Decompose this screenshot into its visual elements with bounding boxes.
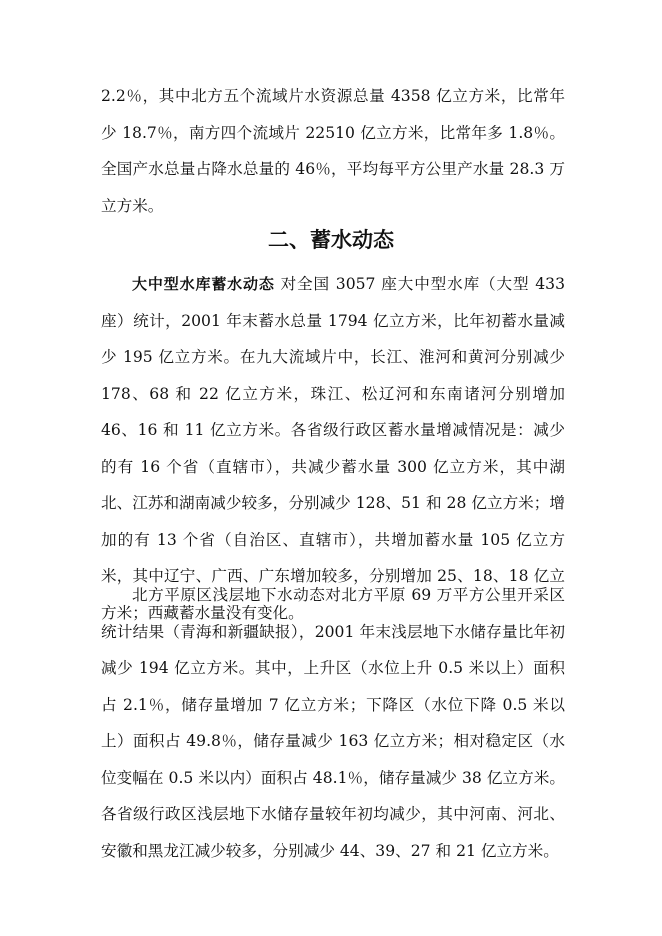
section-heading: 二、蓄水动态 [268, 228, 394, 252]
intro-paragraph: 2.2％，其中北方五个流域片水资源总量 4358 亿立方米，比常年少 18.7％，南方四个流域片 22510 亿立方米，比常年多 1.8％。全国产水总量占降水总量的 46％，平均每平方公里产水量 28.3 万立方米。 [101, 87, 565, 215]
reservoir-lead-term: 大中型水库蓄水动态 [132, 275, 275, 293]
reservoir-body-text: 对全国 3057 座大中型水库（大型 433 座）统计，2001 年末蓄水总量 1794 亿立方米，比年初蓄水量减少 195 亿立方米。在九大流域片中，长江、淮河和黄河分别减少 178、68 和 22 亿立方米，珠江、松辽河和东南诸河分别增加 46、16 和 11 亿立方米。各省级行政区蓄水量增减情况是：减少的有 16 个省（直辖市），共减少蓄水量 300 亿立方米，其中湖北、江苏和湖南减少较多，分别减少 128、51 和 28 亿立方米；增加的有 13 个省（自治区、直辖市），共增加蓄水量 105 亿立方米，其中辽宁、广西、广东增加较多，分别增加 25、18、18 亿立方米；西藏蓄水量没有变化。 [101, 275, 565, 622]
groundwater-paragraph: 北方平原区浅层地下水动态对北方平原 69 万平方公里开采区统计结果（青海和新疆缺报），2001 年末浅层地下水储存量比年初减少 194 亿立方米。其中，上升区（水位上升 0.5 米以上）面积占 2.1％，储存量增加 7 亿立方米；下降区（水位下降 0.5 米以上）面积占 49.8％，储存量减少 163 亿立方米；相对稳定区（水位变幅在 0.5 米以内）面积占 48.1％，储存量减少 38 亿立方米。各省级行政区浅层地下水储存量较年初均减少，其中河南、河北、安徽和黑龙江减少较多，分别减少 44、39、27 和 21 亿立方米。 [101, 586, 565, 860]
